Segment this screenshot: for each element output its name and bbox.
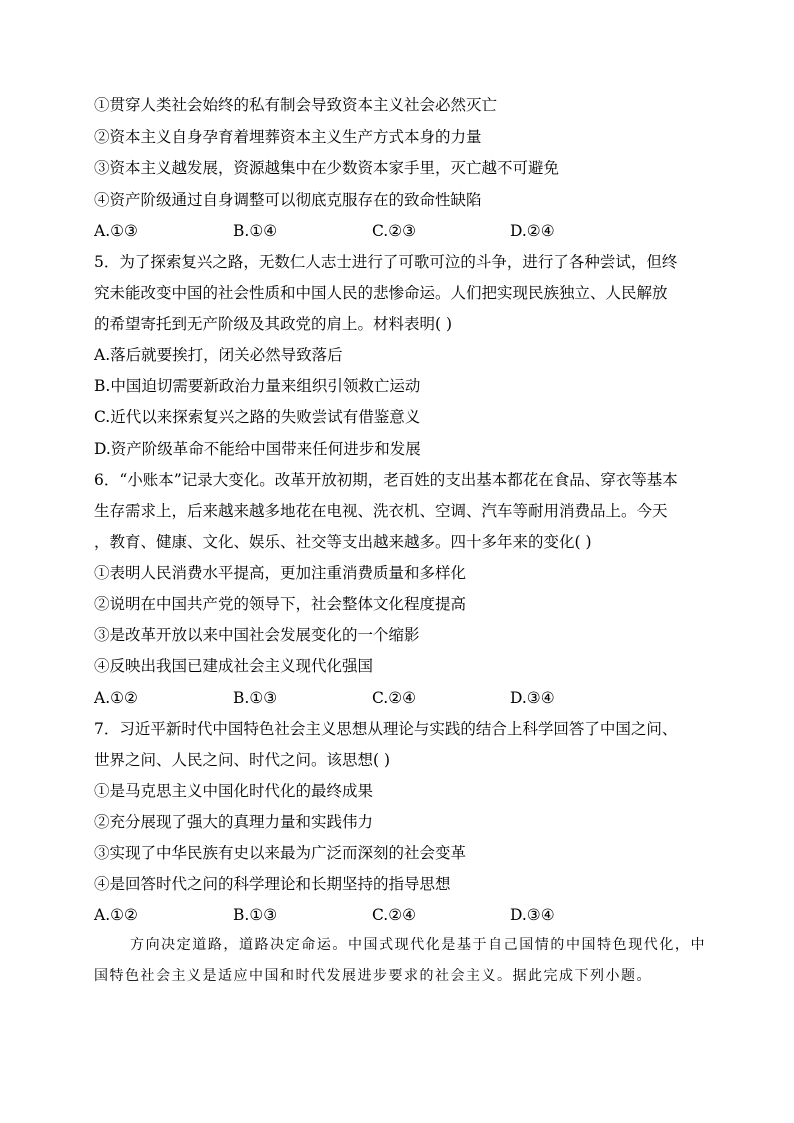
q7-statement-1: ①是马克思主义中国化时代化的最终成果: [94, 782, 374, 800]
q4-options: [94, 221, 694, 241]
q5-option-b: B.中国迫切需要新政治力量来组织引领救亡运动: [94, 377, 421, 395]
q6-statement-3: ③是改革开放以来中国社会发展变化的一个缩影: [94, 626, 420, 644]
q5-stem-line-1: 5．为了探索复兴之路，无数仁人志士进行了可歌可泣的斗争，进行了各种尝试，但终: [94, 253, 678, 271]
q7-option-b: B.①③: [233, 906, 278, 924]
reading-passage: 方向决定道路，道路决定命运。中国式现代化是基于自己国情的中国特色现代化，中国特色社会主义是适应中国和时代发展进步要求的社会主义。据此完成下列小题。: [94, 937, 706, 984]
q7-stem-line-1: 7．习近平新时代中国特色社会主义思想从理论与实践的结合上科学回答了中国之问、: [94, 720, 678, 738]
q4-statement-2: ②资本主义自身孕育着埋葬资本主义生产方式本身的力量: [94, 128, 482, 146]
q6-option-b: B.①③: [233, 689, 278, 707]
q7-statement-2: ②充分展现了强大的真理力量和实践伟力: [94, 813, 374, 831]
q5-option-d: D.资产阶级革命不能给中国带来任何进步和发展: [94, 440, 421, 458]
q4-option-c: C.②③: [372, 222, 417, 240]
q4-statement-3: ③资本主义越发展，资源越集中在少数资本家手里，灭亡越不可避免: [94, 159, 560, 177]
q6-stem-line-1: 6．“小账本”记录大变化。改革开放初期，老百姓的支出基本都花在食品、穿衣等基本: [94, 471, 678, 489]
q4-option-b: B.①④: [233, 222, 278, 240]
q6-option-d: D.③④: [510, 689, 555, 707]
q4-statement-4: ④资产阶级通过自身调整可以彻底克服存在的致命性缺陷: [94, 191, 482, 209]
q5-option-a: A.落后就要挨打，闭关必然导致落后: [94, 346, 343, 364]
q5-option-c: C.近代以来探索复兴之路的失败尝试有借鉴意义: [94, 408, 421, 426]
q7-options: [94, 905, 694, 925]
q7-option-d: D.③④: [510, 906, 555, 924]
q4-option-a: A.①③: [94, 222, 138, 240]
q4-statement-1: ①贯穿人类社会始终的私有制会导致资本主义社会必然灭亡: [94, 96, 498, 114]
q6-statement-4: ④反映出我国已建成社会主义现代化强国: [94, 657, 374, 675]
q6-option-a: A.①②: [94, 689, 138, 707]
q6-statement-1: ①表明人民消费水平提高，更加注重消费质量和多样化: [94, 564, 467, 582]
q7-statement-3: ③实现了中华民族有史以来最为广泛而深刻的社会变革: [94, 844, 467, 862]
q4-option-d: D.②④: [510, 222, 555, 240]
q6-options: [94, 688, 694, 708]
q7-option-c: C.②④: [372, 906, 417, 924]
q5-stem-line-2: 究未能改变中国的社会性质和中国人民的悲惨命运。人们把实现民族独立、人民解放: [94, 284, 668, 302]
q7-stem-line-2: 世界之问、人民之问、时代之问。该思想( ): [94, 751, 391, 769]
q6-option-c: C.②④: [372, 689, 417, 707]
q6-stem-line-3: ，教育、健康、文化、娱乐、社交等支出越来越多。四十多年来的变化( ): [94, 533, 592, 551]
q6-stem-line-2: 生存需求上，后来越来越多地花在电视、洗衣机、空调、汽车等耐用消费品上。今天: [94, 502, 668, 520]
q7-statement-4: ④是回答时代之问的科学理论和长期坚持的指导思想: [94, 875, 451, 893]
q5-stem-line-3: 的希望寄托到无产阶级及其政党的肩上。材料表明( ): [94, 315, 453, 333]
q6-statement-2: ②说明在中国共产党的领导下，社会整体文化程度提高: [94, 595, 467, 613]
q7-option-a: A.①②: [94, 906, 138, 924]
